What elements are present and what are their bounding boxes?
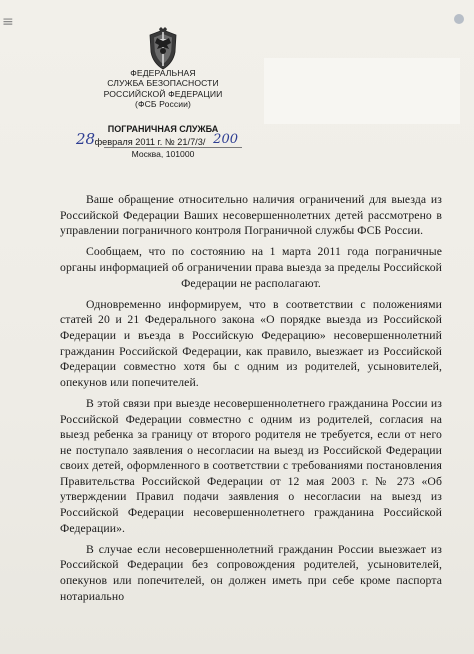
handwritten-number: 200 (213, 132, 238, 147)
fsb-emblem-icon (146, 26, 180, 72)
redacted-addressee (264, 58, 460, 124)
reference-line (70, 130, 256, 148)
reference-underline (104, 147, 242, 148)
body-paragraph: В этой связи при выезде несовершеннолетнего гражданина России из Российской Федерации совместно с одним из родителей, согласия на выезд ребенка за границу от второго родителя не требуется, если от него не поступало заявления о несогласии на выезд из Российской Федерации своих детей, оформленного в соответствии с требованиями постановления Правительства Российской Федерации от 12 мая 2003 г. № 273 «Об утверждении Правил подачи заявления о несогласии на выезд из Российской Федерации несовершеннолетнего гражданина Российской Федерации». (60, 396, 442, 535)
handwritten-day: 28 (76, 130, 96, 148)
reference-printed: февраля 2011 г. № 21/7/3/ (94, 137, 206, 147)
org-line: ФЕДЕРАЛЬНАЯ (130, 68, 196, 78)
body-paragraph: Сообщаем, что по состоянию на 1 марта 2011 года пограничные органы информацией об ограничении права выезда за пределы Российской Федерации не располагают. (60, 245, 442, 290)
body-paragraph: Ваше обращение относительно наличия ограничений для выезда из Российской Федерации Ваших несовершеннолетних детей рассмотрено в управлении пограничного контроля Пограничной службы ФСБ России. (60, 193, 442, 238)
scan-dot-icon (454, 14, 464, 24)
organization-name (92, 68, 234, 110)
scan-corner-mark: ≡ (2, 14, 14, 30)
body-paragraph: В случае если несовершеннолетний гражданин России выезжает из Российской Федерации без сопровождения родителей, усыновителей, опекунов или попечителей, он должен иметь при себе кроме паспорта нотариально (60, 542, 442, 603)
city-postcode: Москва, 101000 (131, 149, 195, 159)
org-line: (ФСБ России) (134, 99, 192, 110)
org-line: СЛУЖБА БЕЗОПАСНОСТИ (107, 78, 219, 89)
body-paragraph: Одновременно информируем, что в соответствии с положениями статей 20 и 21 Федерального закона «О порядке выезда из Российской Федерации и въезда в Российскую Федерацию» несовершеннолетний гражданин Российской Федерации, как правило, выезжает из Российской Федерации совместно хотя бы с одним из родителей, усыновителей, опекунов или попечителей. (60, 297, 442, 389)
org-line: РОССИЙСКОЙ ФЕДЕРАЦИИ (103, 88, 223, 99)
letter-reference-block (70, 124, 256, 160)
letter-body (60, 192, 442, 610)
department-title: ПОГРАНИЧНАЯ СЛУЖБА (107, 124, 219, 134)
